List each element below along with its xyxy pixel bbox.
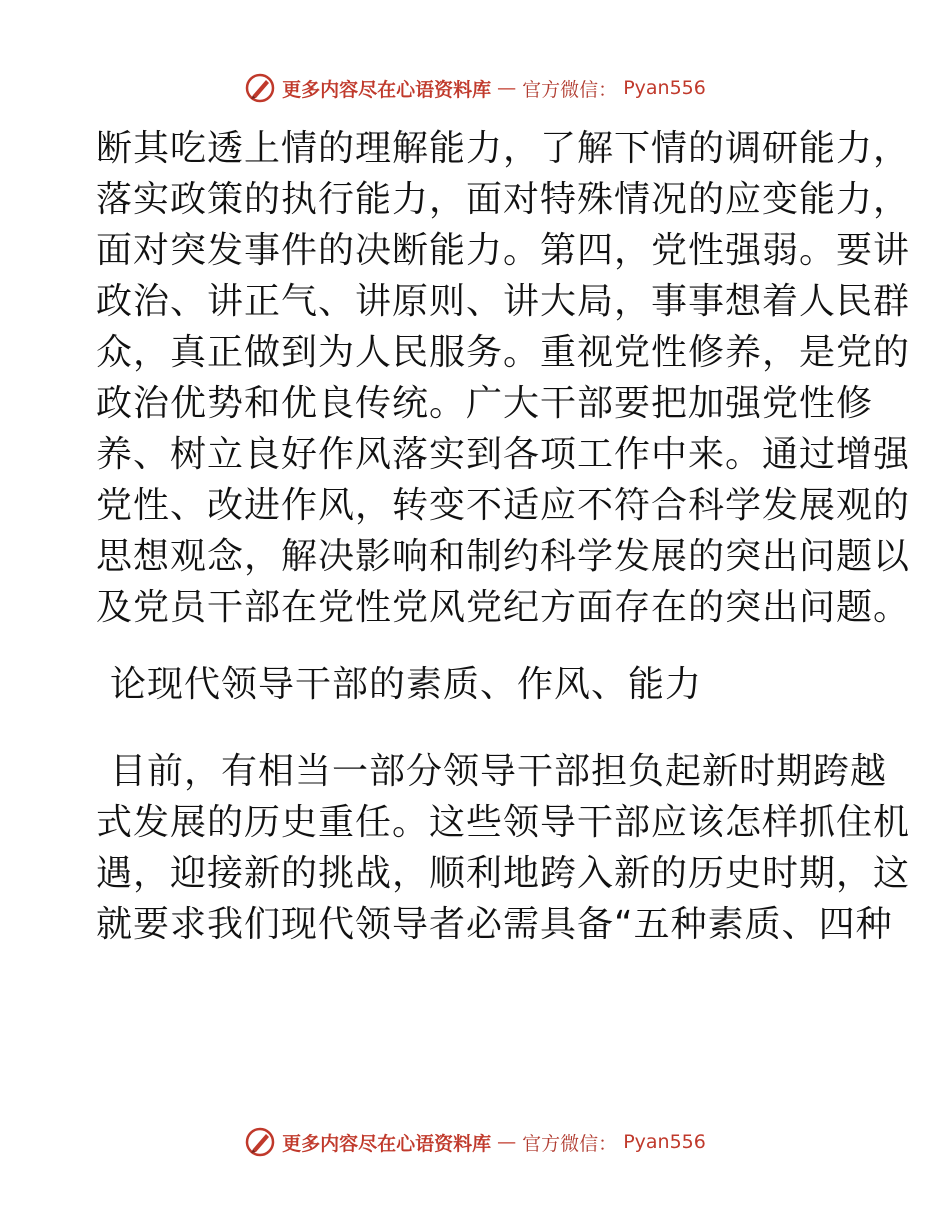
- paragraph-1: [96, 123, 911, 633]
- text-line: 就要求我们现代领导者必需具备“五种素质、四种: [96, 904, 893, 945]
- text-line: 式发展的历史重任。这些领导干部应该怎样抓住机: [96, 802, 911, 843]
- text-line: 及党员干部在党性党风党纪方面存在的突出问题。: [96, 587, 911, 628]
- watermark-sub-text: 官方微信：: [522, 1132, 618, 1155]
- text-line: 断其吃透上情的理解能力，了解下情的调研能力，: [96, 128, 911, 169]
- text-line: 遇，迎接新的挑战，顺利地跨入新的历史时期，这: [96, 853, 911, 894]
- text-line: 目前，有相当一部分领导干部担负起新时期跨越: [110, 751, 888, 792]
- document-body: [96, 123, 911, 950]
- section-title: 论现代领导干部的素质、作风、能力: [110, 664, 703, 705]
- watermark-main-text: 更多内容尽在心语资料库: [282, 1132, 492, 1155]
- watermark-wechat-id: Pyan556: [623, 77, 706, 99]
- watermark-wechat-id: Pyan556: [623, 1131, 706, 1153]
- text-line: 政治优势和优良传统。广大干部要把加强党性修: [96, 383, 874, 424]
- watermark-separator: —: [497, 77, 517, 99]
- text-line: 养、树立良好作风落实到各项工作中来。通过增强: [96, 434, 911, 475]
- text-line: 思想观念，解决影响和制约科学发展的突出问题以: [96, 536, 911, 577]
- pen-logo-icon: [244, 72, 276, 104]
- text-line: 面对突发事件的决断能力。第四，党性强弱。要讲: [96, 230, 911, 271]
- text-line: 众，真正做到为人民服务。重视党性修养，是党的: [96, 332, 911, 373]
- header-watermark: [0, 72, 950, 104]
- watermark-sub-text: 官方微信：: [522, 78, 618, 101]
- watermark-main-text: 更多内容尽在心语资料库: [282, 78, 492, 101]
- text-line: 落实政策的执行能力，面对特殊情况的应变能力，: [96, 179, 911, 220]
- paragraph-2: [96, 746, 911, 950]
- pen-logo-icon: [244, 1126, 276, 1158]
- footer-watermark: [0, 1126, 950, 1158]
- watermark-separator: —: [497, 1131, 517, 1153]
- text-line: 党性、改进作风，转变不适应不符合科学发展观的: [96, 485, 911, 526]
- text-line: 政治、讲正气、讲原则、讲大局，事事想着人民群: [96, 281, 911, 322]
